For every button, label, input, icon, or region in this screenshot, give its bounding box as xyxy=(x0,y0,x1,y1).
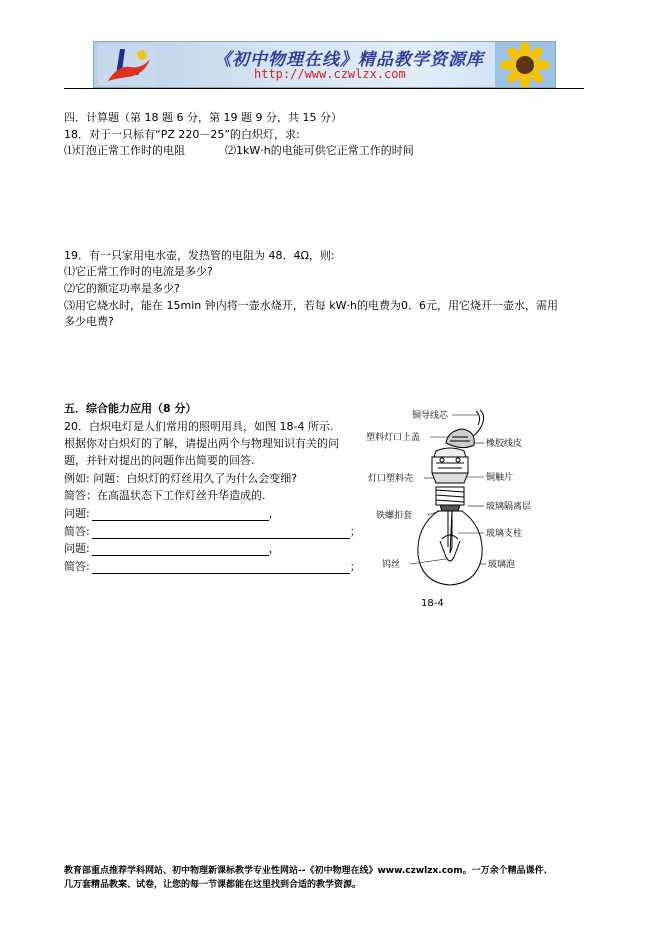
section-4-heading: 四．计算题（第 18 题 6 分，第 19 题 9 分，共 15 分） xyxy=(64,111,342,124)
answer-row-q1 xyxy=(64,507,280,521)
section-5-heading: 五．综合能力应用（8 分） xyxy=(64,402,197,415)
label-plastic-cap: 塑料灯口上盖 xyxy=(366,433,421,443)
page-footer xyxy=(64,864,553,892)
question-2-blank[interactable] xyxy=(92,544,269,556)
label-plastic-shell: 灯口塑料壳 xyxy=(368,474,414,484)
q20-line1: 20．白炽电灯是人们常用的照明用具，如图 18-4 所示. xyxy=(64,420,334,433)
header-rule xyxy=(64,88,584,89)
answer-label: 简答: xyxy=(64,525,90,538)
footer-line-2: 几万套精品教案、试卷，让您的每一节课都能在这里找到合适的教学资源。 xyxy=(64,880,362,890)
figure-caption: 18-4 xyxy=(421,598,444,609)
q20-line2: 根据你对白炽灯的了解，请提出两个与物理知识有关的问 xyxy=(64,437,339,450)
question-label: 问题: xyxy=(64,507,90,520)
label-copper-wire: 铜导线芯 xyxy=(412,411,449,421)
comma: ， xyxy=(268,507,280,520)
label-copper-contact: 铜触片 xyxy=(486,473,514,483)
label-glass-stem: 玻璃支柱 xyxy=(486,529,523,539)
q19-part1: ⑴它正常工作时的电流是多少? xyxy=(64,265,213,278)
footer-line-1: 教育部重点推荐学科网站、初中物理新课标教学专业性网站--《初中物理在线》www.czwlzx.com。一万余个精品课件、 xyxy=(64,866,553,876)
light-bulb-figure xyxy=(362,407,582,613)
label-iron-screw: 铁螺扣套 xyxy=(376,511,413,521)
semicolon: ； xyxy=(349,560,361,573)
answer-row-a2 xyxy=(64,560,361,574)
q19-stem: 19．有一只家用电水壶，发热管的电阻为 48．4Ω，则: xyxy=(64,249,335,262)
banner-title: 《初中物理在线》精品教学资源库 xyxy=(214,50,484,70)
q18-part1: ⑴灯泡正常工作时的电阻 xyxy=(64,144,185,157)
q18-stem: 18．对于一只标有“PZ 220－25”的白炽灯，求: xyxy=(64,128,300,141)
answer-row-a1 xyxy=(64,525,361,539)
label-tungsten: 钨丝 xyxy=(382,560,401,570)
example-answer: 简答：在高温状态下工作灯丝升华造成的. xyxy=(64,489,266,502)
answer-row-q2 xyxy=(64,542,280,556)
site-logo-icon xyxy=(98,45,156,85)
answer-label: 简答: xyxy=(64,560,90,573)
q20-line3: 题，并针对提出的问题作出简要的回答. xyxy=(64,454,255,467)
header-banner xyxy=(93,41,556,88)
q19-part2: ⑵它的额定功率是多少? xyxy=(64,282,180,295)
question-1-blank[interactable] xyxy=(92,509,269,521)
label-rubber-sheath: 橡胶线皮 xyxy=(486,439,523,449)
q19-part3-line2: 多少电费? xyxy=(64,315,114,328)
sunflower-icon xyxy=(495,42,555,87)
question-label: 问题: xyxy=(64,542,90,555)
label-glass-insulator: 玻璃隔离层 xyxy=(486,502,532,512)
semicolon: ； xyxy=(349,525,361,538)
example-question: 例如: 问题：白炽灯的灯丝用久了为什么会变细? xyxy=(64,472,298,485)
answer-2-blank[interactable] xyxy=(92,562,350,574)
q19-part3-line1: ⑶用它烧水时，能在 15min 钟内将一壶水烧开，若每 kW·h的电费为0．6元，用它烧开一壶水，需用 xyxy=(64,299,558,312)
q18-part2: ⑵1kW·h的电能可供它正常工作的时间 xyxy=(225,144,414,157)
label-glass-bulb: 玻璃泡 xyxy=(488,560,516,570)
answer-1-blank[interactable] xyxy=(92,527,350,539)
banner-url[interactable]: http://www.czwlzx.com xyxy=(254,67,406,81)
comma: ， xyxy=(268,542,280,555)
